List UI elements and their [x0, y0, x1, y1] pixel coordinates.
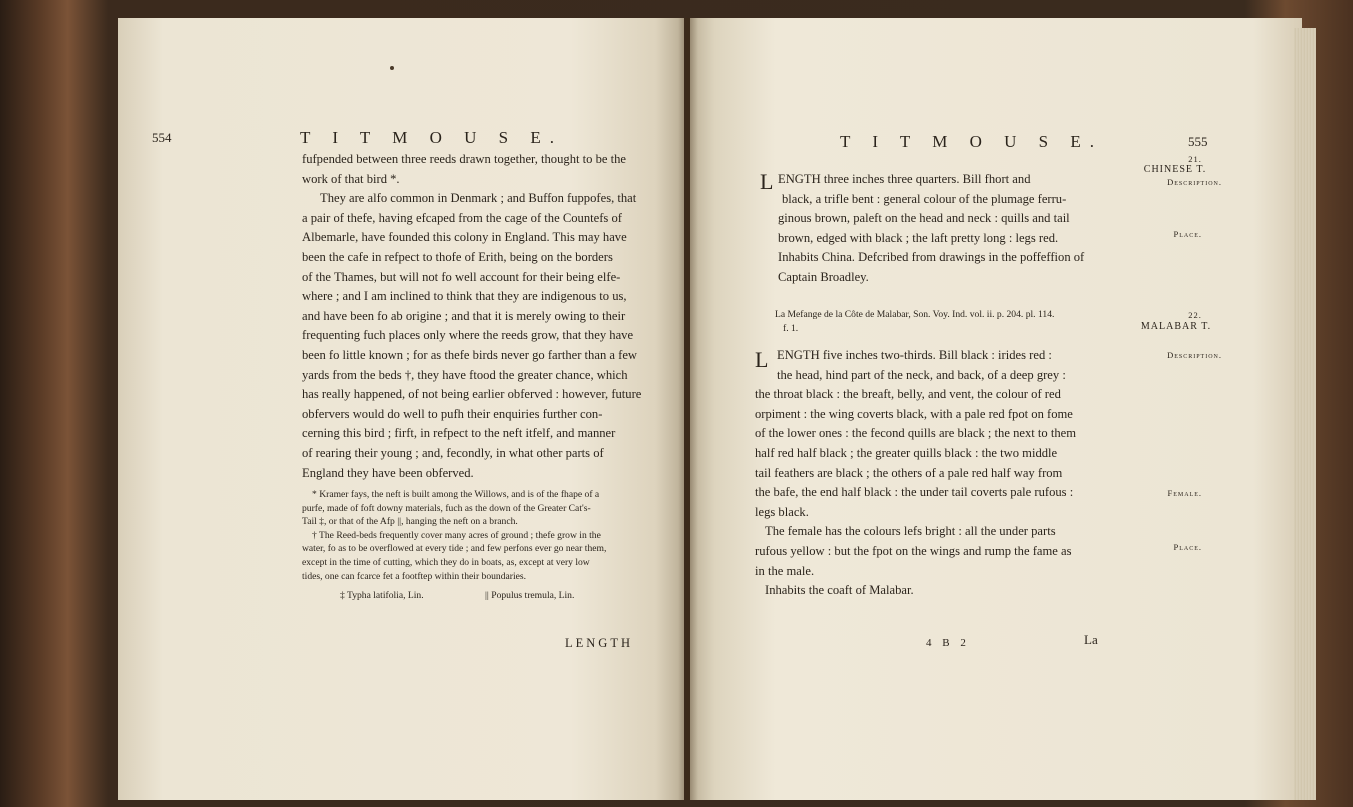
text-line: Captain Broadley. [778, 269, 869, 284]
entry-21-name: CHINESE T. [1143, 164, 1207, 175]
text-line: orpiment : the wing coverts black, with a pale red fpot on fome [755, 406, 1073, 421]
right-catchword: La [1084, 632, 1098, 647]
left-catchword: LENGTH [565, 636, 633, 650]
text-line: rufous yellow : but the fpot on the wings and rump the fame as [755, 543, 1072, 558]
entry-22-text [755, 346, 1076, 601]
text-line: obfervers would do well to pufh their enquiries further con- [302, 406, 603, 421]
entry-22-dropcap: L [755, 347, 769, 372]
text-line: yards from the beds †, they have ftood the greater chance, which [302, 367, 628, 382]
text-line: tail feathers are black ; the others of a pale red half way from [755, 465, 1063, 480]
text-line: Inhabits the coaft of Malabar. [765, 583, 914, 598]
reference-line: f. 1. [783, 322, 799, 334]
text-line: a pair of thefe, having efcaped from the cage of the Countefs of [302, 210, 622, 225]
right-page-number: 555 [1188, 134, 1208, 149]
footnote-ref-populus: || Populus tremula, Lin. [485, 590, 575, 601]
text-line: frequenting fuch places only where the reeds grow, that they have [302, 328, 634, 343]
text-line: work of that bird *. [302, 171, 400, 186]
left-page-number: 554 [152, 130, 172, 145]
text-line: ENGTH five inches two-thirds. Bill black : irides red : [777, 348, 1052, 362]
text-line: in the male. [755, 563, 815, 578]
left-footnotes [302, 488, 606, 583]
footnote-line: purfe, made of foft downy materials, fuch as the down of the Greater Cat's- [302, 502, 591, 514]
text-line: the throat black : the breaft, belly, and vent, the colour of red [755, 387, 1061, 402]
text-line: They are alfo common in Denmark ; and Buffon fuppofes, that [320, 191, 637, 206]
book-gutter [678, 18, 698, 800]
entry-22-side-place: Place. [1173, 542, 1202, 552]
text-line: been fo little known ; for as thefe birds never go farther than a few [302, 347, 638, 362]
footnote-line: except in the time of cutting, which they do in boats, as, except at very low [302, 556, 590, 568]
text-line: been the cafe in refpect to thofe of Erith, being on the borders [302, 249, 613, 264]
left-running-head: T I T M O U S E. [300, 128, 564, 147]
entry-21-number: 21. [1188, 154, 1202, 164]
footnote-line: † The Reed-beds frequently cover many acres of ground ; thefe grow in the [312, 529, 601, 541]
entry-22-name: MALABAR T. [1140, 321, 1212, 332]
right-running-head: T I T M O U S E. [840, 132, 1104, 151]
text-line: England they have been obferved. [302, 465, 474, 480]
text-line: of the lower ones : the fecond quills are black ; the next to them [755, 426, 1077, 441]
entry-22-number: 22. [1188, 310, 1202, 320]
text-line: Inhabits China. Defcribed from drawings in the poffeffion of [778, 250, 1085, 265]
entry-21-dropcap: L [760, 169, 774, 194]
text-line: where ; and I am inclined to think that they are indigenous to us, [302, 289, 627, 304]
text-line: legs black. [755, 504, 809, 519]
ink-spot [390, 66, 394, 70]
reference-line: La Mefange de la Côte de Malabar, Son. Voy. Ind. vol. ii. p. 204. pl. 114. [775, 309, 1055, 320]
footnote-line: water, fo as to be overflowed at every tide ; and few perfons ever go near them, [302, 543, 607, 555]
entry-22-side-female: Female. [1167, 488, 1202, 498]
text-line: the bafe, the end half black : the under tail coverts pale rufous : [755, 485, 1074, 500]
text-line: The female has the colours lefs bright : all the under parts [765, 524, 1056, 539]
page-edges [1294, 28, 1316, 800]
footnote-line: * Kramer fays, the neft is built among the Willows, and is of the fhape of a [312, 489, 600, 500]
text-line: half red half black ; the greater quills black : the two middle [755, 445, 1058, 460]
text-line: ENGTH three inches three quarters. Bill fhort and [778, 172, 1031, 186]
text-line: the head, hind part of the neck, and back, of a deep grey : [777, 367, 1066, 382]
entry-22-side-description: Description. [1167, 350, 1222, 360]
entry-21-side-description: Description. [1167, 177, 1222, 187]
text-line: Albemarle, have founded this colony in England. This may have [302, 230, 627, 245]
text-line: of the Thames, but will not fo well account for their being elfe- [302, 269, 621, 284]
entry-21-text [778, 170, 1084, 288]
footnote-ref-typha: ‡ Typha latifolia, Lin. [340, 590, 424, 601]
text-line: cerning this bird ; firft, in refpect to the neft itfelf, and manner [302, 426, 616, 441]
text-line: has really happened, of not being earlier obferved : however, future [302, 387, 642, 402]
text-line: black, a trifle bent : general colour of the plumage ferru- [782, 191, 1067, 206]
footnote-line: tides, one can fcarce fet a footftep within their boundaries. [302, 570, 527, 582]
text-line: ginous brown, paleft on the head and neck : quills and tail [778, 211, 1070, 226]
entry-22-reference [775, 308, 1054, 335]
left-paragraph [302, 150, 641, 483]
text-line: fufpended between three reeds drawn together, thought to be the [302, 152, 627, 166]
text-line: brown, edged with black ; the laft pretty long : legs red. [778, 230, 1059, 245]
text-line: of rearing their young ; and, fecondly, in what other parts of [302, 445, 604, 460]
signature-mark: 4 B 2 [926, 637, 970, 649]
text-line: and have been fo ab origine ; and that it is merely owing to their [302, 308, 626, 323]
footnote-line: Tail ‡, or that of the Afp ||, hanging the neft on a branch. [302, 516, 518, 528]
entry-21-side-place: Place. [1173, 229, 1202, 239]
